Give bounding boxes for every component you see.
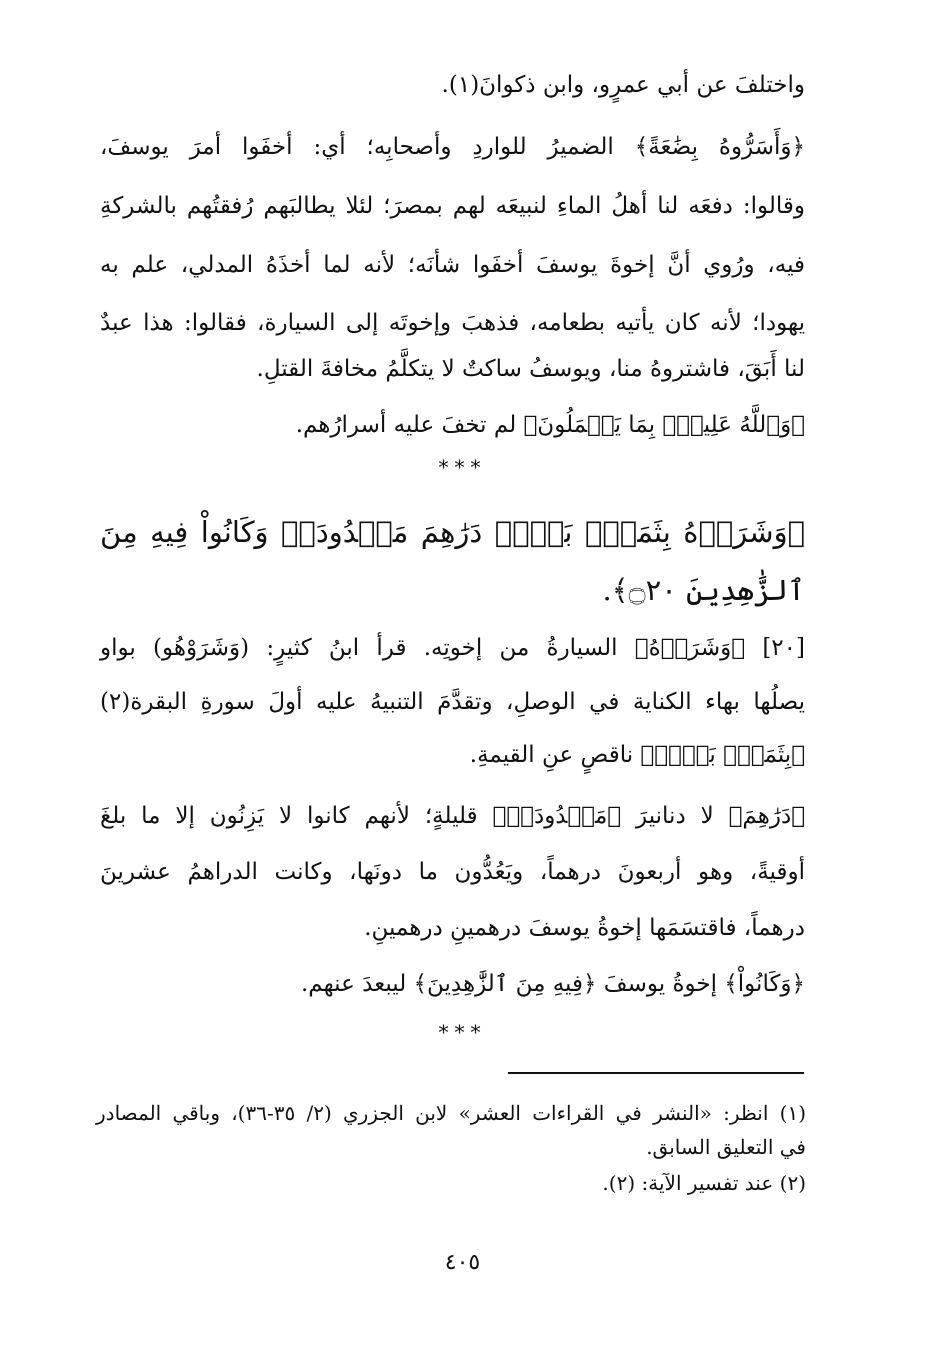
footnotes [96,1100,806,1210]
footnote-line: (١) انظر: «النشر في القراءات العشر» لابن الجزري (٢/ ٣٥-٣٦)، وباقي المصادر [96,1101,806,1125]
verse-line: ٱلزَّٰهِدِينَ ۝٢٠﴾. [602,573,805,607]
text-line: وقالوا: دفعَه لنا أهلُ الماءِ لنبيعَه لهم بمصرَ؛ لئلا يطالبَهم رُفقتُهم بالشركةِ [100,193,805,219]
text-line: درهماً، فاقتسَمَها إخوةُ يوسفَ درهمينِ درهمينِ. [364,915,805,941]
section-separator: *** [438,455,487,479]
text-line: أوقيةً، وهو أربعونَ درهماً، ويَعُدُّون ما دونَها، وكانت الدراهمُ عشرينَ [100,859,805,885]
text-line: ﴿وَكَانُواْ﴾ إخوةُ يوسفَ ﴿فِيهِ مِنَ ٱلزَّٰهِدِينَ﴾ ليبعدَ عنهم. [300,971,805,997]
text-line: ﴿وَأَسَرُّوهُ بِضَٰعَةً﴾ الضميرُ للواردِ وأصحابِه؛ أي: أخفَوا أمرَ يوسفَ، [100,134,805,160]
verse-line: ﴿وَشَرَوۡهُ بِثَمَنِۭ بَخۡسٖ دَرَٰهِمَ مَعۡدُودَةٖ وَكَانُواْ فِيهِ مِنَ [100,515,805,549]
text-line: يصلُها بهاء الكناية في الوصلِ، وتقدَّمَ التنبيهُ عليه أولَ سورةِ البقرة(٢) [100,689,805,715]
commentary-section-2 [100,633,805,1003]
footnote-divider [508,1072,804,1074]
text-line: فيه، ورُوي أنَّ إخوةَ يوسفَ أخفَوا شأنَه؛ لأنه لما أخذَهُ المدلي، علم به [100,252,805,278]
text-line: لنا أَبَقَ، فاشتروهُ منا، ويوسفُ ساكتٌ لا يتكلَّمُ مخافةَ القتلِ. [256,356,805,382]
text-line: يهودا؛ لأنه كان يأتيه بطعامه، فذهبَ وإخوتَه إلى السيارة، فقالوا: هذا عبدٌ [100,310,805,336]
text-line: واختلفَ عن أبي عمرٍو، وابن ذكوانَ(١). [441,72,805,98]
text-line: ﴿دَرَٰهِمَ﴾ لا دنانيرَ ﴿مَعۡدُودَةٖ﴾ قليلةٍ؛ لأنهم كانوا لا يَزِنُون إلا ما بلغَ [100,803,805,829]
commentary-section-1 [100,70,805,440]
page-number: ٤٠٥ [444,1250,481,1275]
text-line: [٢٠] ﴿وَشَرَوۡهُ﴾ السيارةُ من إخوتِه. قرأ ابنُ كثيرٍ: (وَشَرَوْهُو) بواو [100,635,805,661]
quran-verse [100,512,805,612]
footnote-line: (٢) عند تفسير الآية: (٢). [602,1171,806,1195]
text-line: ﴿وَٱللَّهُ عَلِيمٌۢ بِمَا يَعۡمَلُونَ﴾ لم تخفَ عليه أسرارُهم. [295,412,805,438]
text-line: ﴿بِثَمَنِۭ بَخۡسٖ﴾ ناقصٍ عنِ القيمةِ. [469,742,805,768]
section-separator: *** [438,1020,487,1044]
footnote-line: في التعليق السابق. [646,1135,806,1159]
